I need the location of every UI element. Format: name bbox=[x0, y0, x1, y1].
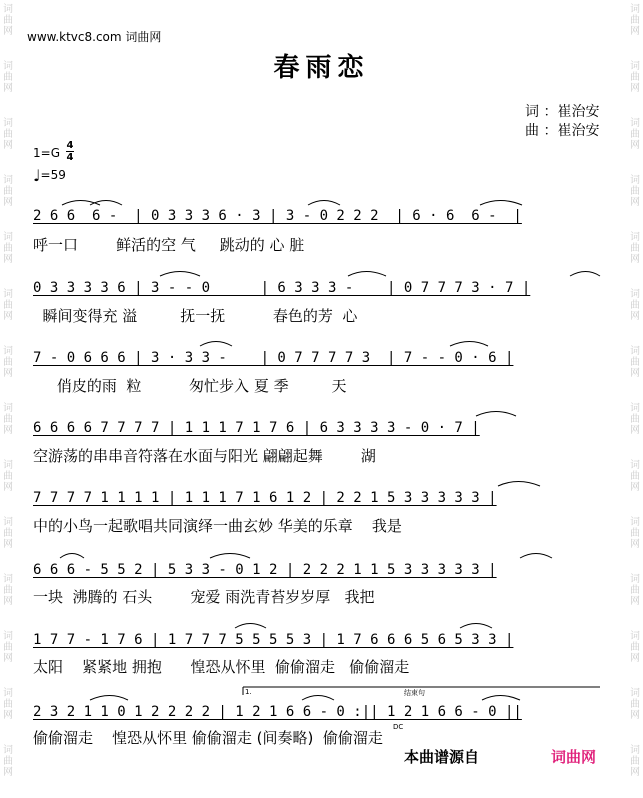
lyrics-row: 俏皮的雨 粒 匆忙步入 夏 季 天 bbox=[33, 377, 347, 395]
lyrics-row: 中的小鸟一起歌唱共同演绎一曲玄妙 华美的乐章 我是 bbox=[33, 517, 402, 535]
notes-row: 6 6 6 6 7 7 7 7 | 1 1 1 7 1 7 6 | 6 3 3 3 3 - 0 · 7 | bbox=[33, 420, 480, 436]
notes-row: 2 6 6 6 - | 0 3 3 3 6 · 3 | 3 - 0 2 2 2 | 6 · 6 6 - | bbox=[33, 208, 522, 224]
lyrics-row: 空游荡的串串音符落在水面与阳光 翩翩起舞 湖 bbox=[33, 447, 376, 465]
first-ending-marker: 1. bbox=[245, 688, 252, 696]
watermark-right: 词曲网 词曲网 词曲网 词曲网 词曲网 词曲网 词曲网 词曲网 词曲网 词曲网 词曲网 词曲网 词曲网 词曲网 bbox=[630, 4, 640, 778]
composer-credit: 曲 ：崔治安 bbox=[525, 123, 600, 139]
lyrics-row: 呼一口 鲜活的空 气 跳动的 心 脏 bbox=[33, 236, 305, 254]
quarter-note-icon: ♩ bbox=[33, 166, 41, 185]
lyrics-row: 偷偷溜走 惶恐从怀里 偷偷溜走 (间奏略) 偷偷溜走 bbox=[33, 729, 383, 747]
notes-row: 6 6 6 - 5 5 2 | 5 3 3 - 0 1 2 | 2 2 2 1 1 5 3 3 3 3 3 | bbox=[33, 562, 497, 578]
notes-row: 7 7 7 7 1 1 1 1 | 1 1 1 7 1 6 1 2 | 2 2 1 5 3 3 3 3 3 | bbox=[33, 490, 497, 506]
notes-row: 2 3 2 1 1 0 1 2 2 2 2 | 1 2 1 6 6 - 0 :|| 1 2 1 6 6 - 0 || bbox=[33, 704, 522, 720]
watermark-left: 词曲网 词曲网 词曲网 词曲网 词曲网 词曲网 词曲网 词曲网 词曲网 词曲网 词曲网 词曲网 词曲网 词曲网 bbox=[3, 4, 13, 778]
key-signature: 1=G bbox=[33, 146, 60, 160]
lyrics-row: 一块 沸腾的 石头 宠爱 雨洗青苔岁岁厚 我把 bbox=[33, 588, 375, 606]
dc-marker: DC bbox=[393, 723, 404, 731]
notes-row: 0 3 3 3 3 6 | 3 - - 0 | 6 3 3 3 - | 0 7 7 7 3 · 7 | bbox=[33, 280, 531, 296]
notes-row: 1 7 7 - 1 7 6 | 1 7 7 7 5 5 5 5 3 | 1 7 6 6 6 5 6 5 3 3 | bbox=[33, 632, 514, 648]
site-url[interactable]: www.ktvc8.com 词曲网 bbox=[27, 30, 162, 44]
song-title: 春雨恋 bbox=[273, 53, 370, 83]
lyrics-row: 太阳 紧紧地 拥抱 惶恐从怀里 偷偷溜走 偷偷溜走 bbox=[33, 658, 410, 676]
notes-row: 7 - 0 6 6 6 | 3 · 3 3 - | 0 7 7 7 7 3 | 7 - - 0 · 6 | bbox=[33, 350, 514, 366]
ending-phrase-marker: 结束句 bbox=[404, 689, 425, 697]
lyricist-credit: 词 ：崔治安 bbox=[525, 104, 600, 120]
time-numerator: 4 bbox=[66, 140, 74, 151]
tempo-value: =59 bbox=[40, 168, 66, 182]
site-logo[interactable]: 词曲网 bbox=[551, 748, 597, 766]
time-denominator: 4 bbox=[66, 152, 74, 163]
lyrics-row: 瞬间变得充 溢 抚一抚 春色的芳 心 bbox=[33, 307, 358, 325]
source-label: 本曲谱源自 bbox=[404, 748, 480, 766]
